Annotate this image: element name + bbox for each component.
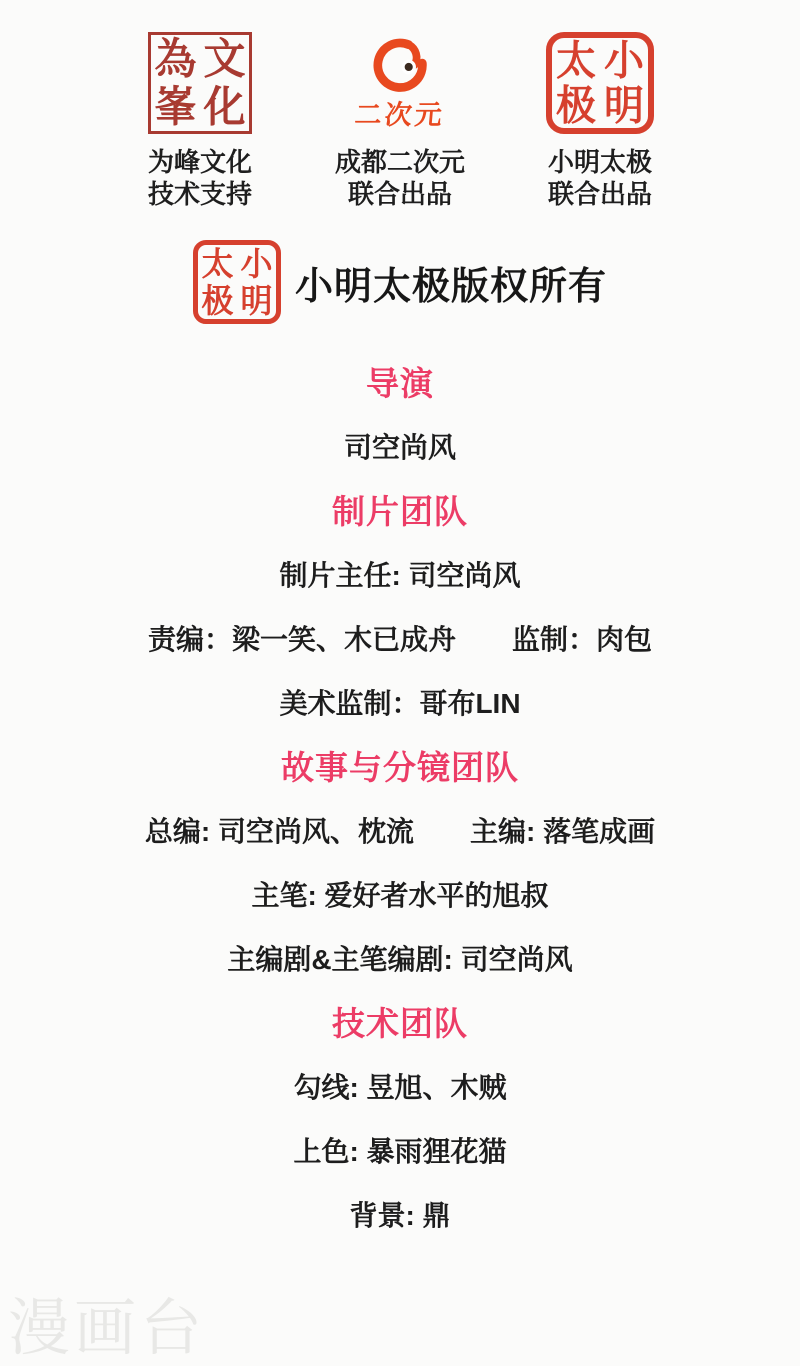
credit-row-art-supervisor: 美术监制：哥布LIN <box>279 688 521 719</box>
taiji-caption <box>548 146 652 210</box>
taiji-seal-slot <box>546 26 654 140</box>
seal-char: 太 <box>556 36 596 84</box>
erciyuan-spiral-icon <box>369 35 431 97</box>
xiaoming-taiji-seal-small-icon <box>193 240 281 324</box>
section-heading-technical-team: 技术团队 <box>332 1005 468 1042</box>
caption-line: 小明太极 <box>547 147 652 177</box>
credit-row-production-chief: 制片主任: 司空尚风 <box>279 560 521 591</box>
weifeng-culture-seal-icon <box>148 32 252 134</box>
seal-char: 明 <box>240 281 273 320</box>
section-heading-director: 导演 <box>366 365 434 402</box>
credit-row-lead-writer: 主编剧&主笔编剧: 司空尚风 <box>227 944 573 975</box>
erciyuan-logo-text: 二次元 <box>353 99 447 130</box>
credit-row-background: 背景: 鼎 <box>349 1200 451 1231</box>
seal-char: 為 <box>154 33 197 84</box>
seal-char: 小 <box>240 244 273 283</box>
erciyuan-logo-slot <box>355 26 445 140</box>
erciyuan-logo <box>355 35 445 132</box>
seal-char: 峯 <box>154 81 197 132</box>
credit-row-lineart: 勾线: 昱旭、木贼 <box>293 1072 507 1103</box>
partners-row <box>0 0 800 210</box>
section-heading-story-storyboard-team: 故事与分镜团队 <box>281 749 519 786</box>
partner-weifeng-culture <box>117 26 283 210</box>
caption-line: 成都二次元 <box>334 147 465 177</box>
caption-line: 联合出品 <box>347 179 452 209</box>
caption-line: 为峰文化 <box>147 147 252 177</box>
copyright-text: 小明太极版权所有 <box>294 265 607 308</box>
credit-row-director: 司空尚风 <box>343 432 456 463</box>
seal-char: 明 <box>604 81 644 129</box>
seal-char: 文 <box>203 33 246 84</box>
credits-list <box>0 364 800 1236</box>
seal-char: 极 <box>201 281 234 320</box>
section-heading-production-team: 制片团队 <box>332 493 468 530</box>
partner-xiaoming-taiji <box>517 26 683 210</box>
manhuatai-watermark: 漫画台 <box>8 1294 207 1363</box>
seal-char: 极 <box>556 81 596 129</box>
copyright-row <box>0 239 800 325</box>
weifeng-caption <box>148 146 252 210</box>
seal-char: 小 <box>604 36 644 84</box>
seal-char: 太 <box>201 244 234 283</box>
xiaoming-taiji-seal-icon <box>546 32 654 134</box>
credit-row-editors-supervisor: 责编：梁一笑、木已成舟 监制：肉包 <box>147 624 652 655</box>
credit-row-coloring: 上色: 暴雨狸花猫 <box>293 1136 507 1167</box>
seal-char: 化 <box>203 81 246 132</box>
credit-row-lead-artist: 主笔: 爱好者水平的旭叔 <box>251 880 549 911</box>
weifeng-seal-slot <box>148 26 252 140</box>
caption-line: 联合出品 <box>547 179 652 209</box>
partner-erciyuan <box>317 26 483 210</box>
caption-line: 技术支持 <box>147 179 252 209</box>
credit-row-chief-editor: 总编: 司空尚风、枕流 主编: 落笔成画 <box>144 816 656 847</box>
erciyuan-caption <box>335 146 465 210</box>
